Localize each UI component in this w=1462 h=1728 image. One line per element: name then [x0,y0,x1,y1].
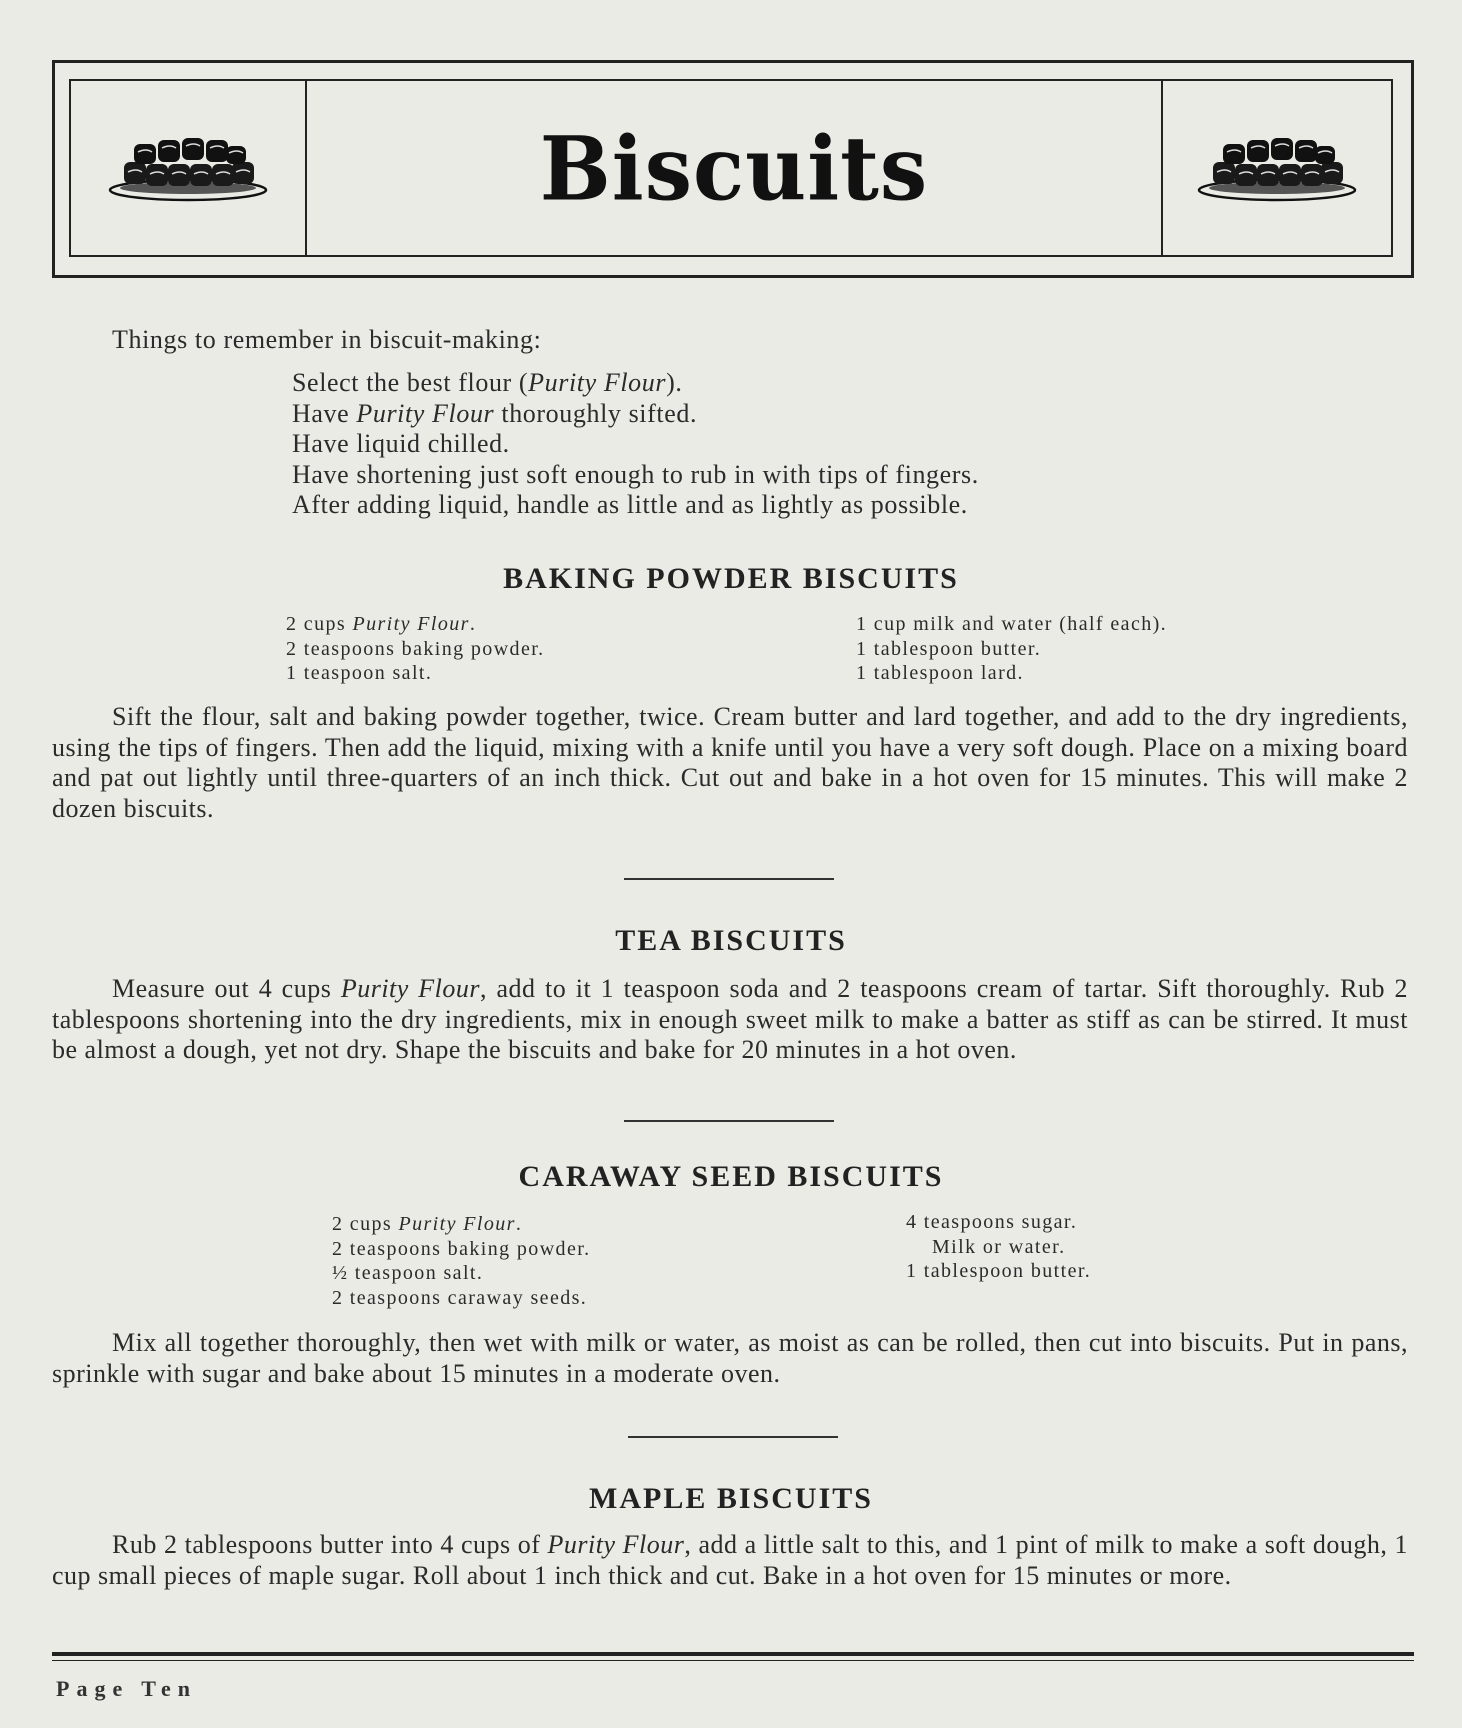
footer-rule-thick [52,1652,1414,1656]
header-inner-frame [69,79,1393,257]
ingredient-item: 1 tablespoon butter. [856,637,1042,660]
page-title: Biscuits [539,116,929,220]
baking-powder-ingredients-right [856,612,1167,686]
section-divider [628,1436,838,1438]
baking-powder-heading: BAKING POWDER BISCUITS [503,562,959,595]
maple-heading: MAPLE BISCUITS [589,1482,873,1515]
tea-heading: TEA BISCUITS [615,924,847,957]
baking-powder-method: Sift the flour, salt and baking powder together, twice. Cream butter and lard together, and add to the dry ingredients, using the tips of fingers. Then add the liquid, mixing with a knife until you have a very soft dough. Place on a mixing board and pat out lightly until three-quarters of an inch thick. Cut out and bake in a hot oven for 15 minutes. This will make 2 dozen biscuits. [52,702,1408,823]
ingredient-item: ½ teaspoon salt. [332,1262,484,1284]
caraway-method: Mix all together thoroughly, then wet with milk or water, as moist as can be rolled, then cut into biscuits. Put in pans, sprinkle with sugar and bake about 15 minutes in a moderate oven. [52,1328,1408,1388]
footer-rule-thin [52,1660,1414,1661]
tip-item: After adding liquid, handle as little and as lightly as possible. [292,490,968,519]
caraway-ingredients-right [906,1210,1091,1284]
tea-method: Measure out 4 cups Purity Flour, add to it 1 teaspoon soda and 2 teaspoons cream of tartar. Sift thoroughly. Rub 2 tablespoons shortening into the dry ingredients, mix in enough sweet milk to make a batter as stiff as can be stirred. It must be almost a dough, yet not dry. Shape the biscuits and bake for 20 minutes in a hot oven. [52,974,1408,1064]
ingredient-item: 2 cups Purity Flour. [286,613,477,635]
baking-powder-ingredients-left [286,612,545,686]
intro-lead: Things to remember in biscuit-making: [112,325,542,354]
caraway-ingredients-left [332,1212,591,1310]
biscuit-plate-icon [108,128,268,208]
tip-item: Select the best flour (Purity Flour). [292,368,683,397]
ingredient-item: 1 tablespoon lard. [856,662,1024,684]
caraway-heading: CARAWAY SEED BISCUITS [518,1160,944,1193]
tip-item: Have liquid chilled. [292,429,510,458]
ingredient-item: 2 teaspoons baking powder. [286,637,545,660]
tip-item: Have Purity Flour thoroughly sifted. [292,398,698,428]
biscuit-plate-icon [1197,128,1357,208]
ingredient-item: 2 cups Purity Flour. [332,1213,523,1235]
tip-item: Have shortening just soft enough to rub in with tips of fingers. [292,459,979,489]
maple-method: Rub 2 tablespoons butter into 4 cups of Purity Flour, add a little salt to this, and 1 pint of milk to make a soft dough, 1 cup small pieces of maple sugar. Roll about 1 inch thick and cut. Bake in a hot oven for 15 minutes or more. [52,1530,1408,1590]
ingredient-item: 1 teaspoon salt. [286,662,433,684]
header-title-panel [307,81,1161,255]
ingredient-item: 2 teaspoons baking powder. [332,1237,591,1260]
ingredient-item: 4 teaspoons sugar. [906,1211,1078,1233]
section-divider [624,878,834,880]
ingredient-item: 2 teaspoons caraway seeds. [332,1286,588,1309]
header-left-panel [71,81,307,255]
tips-list [292,368,979,521]
ingredient-item: 1 tablespoon butter. [906,1260,1092,1282]
header-right-panel [1161,81,1391,255]
page-number: Page Ten [56,1676,197,1701]
header-frame [52,60,1414,278]
section-divider [624,1120,834,1122]
ingredient-item: 1 cup milk and water (half each). [856,613,1168,635]
ingredient-item: Milk or water. [932,1235,1066,1258]
